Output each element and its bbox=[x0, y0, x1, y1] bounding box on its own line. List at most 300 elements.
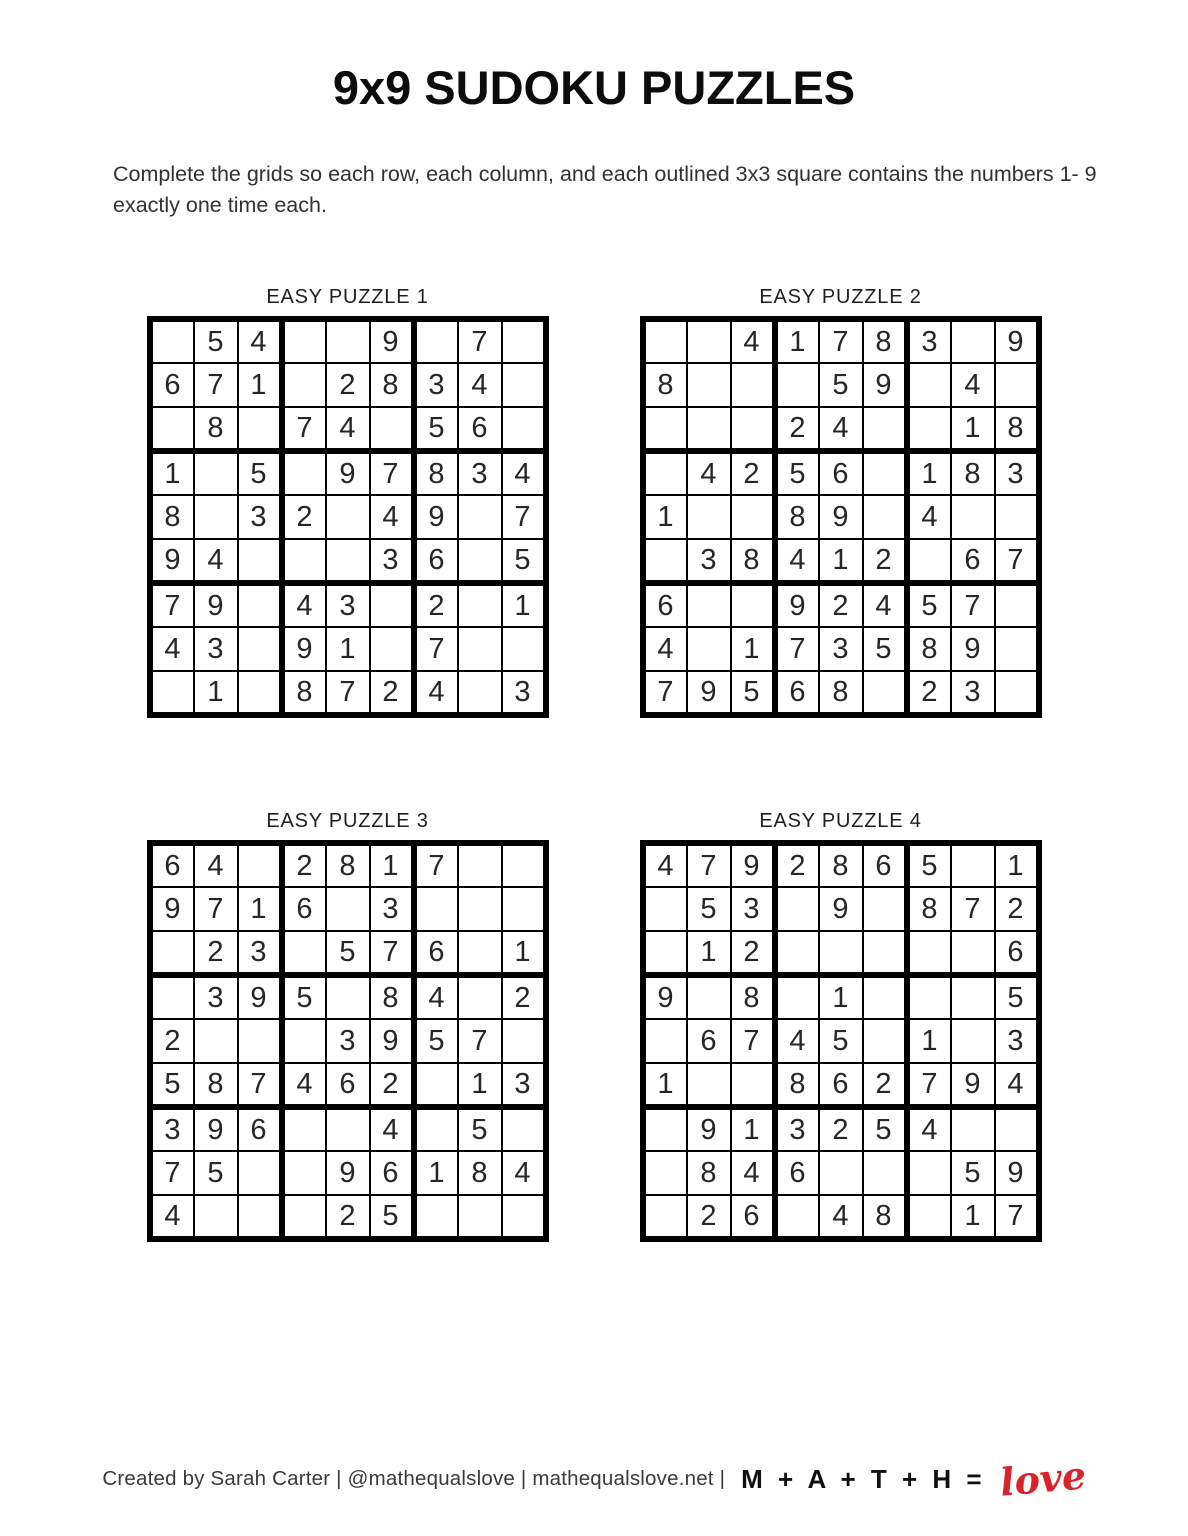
sudoku-grid bbox=[147, 840, 549, 1242]
sudoku-cell-given: 8 bbox=[458, 1151, 502, 1195]
sudoku-cell-given: 7 bbox=[819, 319, 863, 363]
sudoku-cell-given: 5 bbox=[863, 1107, 907, 1151]
sudoku-cell-empty bbox=[282, 319, 326, 363]
sudoku-cell-given: 4 bbox=[150, 627, 194, 671]
sudoku-cell-given: 9 bbox=[995, 319, 1039, 363]
sudoku-cell-given: 9 bbox=[731, 843, 775, 887]
sudoku-cell-empty bbox=[414, 1195, 458, 1239]
sudoku-cell-empty bbox=[282, 451, 326, 495]
puzzle-easy-3 bbox=[125, 810, 570, 1242]
sudoku-cell-empty bbox=[150, 975, 194, 1019]
sudoku-cell-empty bbox=[775, 975, 819, 1019]
sudoku-cell-empty bbox=[502, 407, 546, 451]
sudoku-cell-empty bbox=[194, 1195, 238, 1239]
sudoku-cell-empty bbox=[687, 319, 731, 363]
sudoku-cell-given: 1 bbox=[150, 451, 194, 495]
sudoku-grid bbox=[147, 316, 549, 718]
sudoku-cell-given: 9 bbox=[194, 583, 238, 627]
sudoku-cell-empty bbox=[687, 495, 731, 539]
sudoku-cell-given: 1 bbox=[687, 931, 731, 975]
footer-credit-text: Created by Sarah Carter | @mathequalslove | mathequalslove.net | bbox=[102, 1467, 726, 1490]
sudoku-row bbox=[150, 931, 546, 975]
sudoku-cell-given: 4 bbox=[775, 1019, 819, 1063]
sudoku-cell-given: 9 bbox=[150, 887, 194, 931]
sudoku-cell-given: 2 bbox=[907, 671, 951, 715]
sudoku-cell-empty bbox=[502, 363, 546, 407]
sudoku-cell-given: 4 bbox=[370, 1107, 414, 1151]
sudoku-row bbox=[643, 671, 1039, 715]
sudoku-cell-given: 5 bbox=[951, 1151, 995, 1195]
sudoku-cell-empty bbox=[458, 887, 502, 931]
sudoku-cell-empty bbox=[370, 583, 414, 627]
sudoku-cell-given: 3 bbox=[775, 1107, 819, 1151]
sudoku-cell-empty bbox=[863, 931, 907, 975]
sudoku-cell-empty bbox=[643, 1019, 687, 1063]
sudoku-cell-empty bbox=[819, 1151, 863, 1195]
sudoku-cell-given: 5 bbox=[370, 1195, 414, 1239]
sudoku-cell-empty bbox=[326, 495, 370, 539]
sudoku-cell-given: 6 bbox=[370, 1151, 414, 1195]
sudoku-cell-given: 3 bbox=[907, 319, 951, 363]
sudoku-cell-given: 1 bbox=[458, 1063, 502, 1107]
sudoku-cell-given: 6 bbox=[150, 363, 194, 407]
sudoku-cell-given: 9 bbox=[370, 319, 414, 363]
sudoku-cell-given: 4 bbox=[502, 451, 546, 495]
sudoku-cell-given: 6 bbox=[414, 931, 458, 975]
sudoku-cell-empty bbox=[458, 931, 502, 975]
sudoku-cell-empty bbox=[643, 1107, 687, 1151]
sudoku-cell-given: 3 bbox=[326, 583, 370, 627]
sudoku-cell-empty bbox=[687, 627, 731, 671]
sudoku-cell-given: 4 bbox=[238, 319, 282, 363]
sudoku-cell-empty bbox=[907, 975, 951, 1019]
sudoku-cell-given: 2 bbox=[775, 843, 819, 887]
puzzle-4-grid-slot bbox=[618, 840, 1063, 1242]
sudoku-cell-given: 5 bbox=[326, 931, 370, 975]
sudoku-cell-given: 6 bbox=[687, 1019, 731, 1063]
puzzle-2-title: EASY PUZZLE 2 bbox=[759, 286, 922, 309]
sudoku-cell-empty bbox=[282, 931, 326, 975]
sudoku-cell-given: 3 bbox=[819, 627, 863, 671]
sudoku-cell-given: 6 bbox=[643, 583, 687, 627]
sudoku-cell-empty bbox=[414, 1063, 458, 1107]
sudoku-cell-given: 1 bbox=[643, 495, 687, 539]
sudoku-cell-given: 7 bbox=[731, 1019, 775, 1063]
sudoku-cell-empty bbox=[458, 539, 502, 583]
footer bbox=[0, 1452, 1188, 1505]
sudoku-cell-given: 9 bbox=[643, 975, 687, 1019]
sudoku-cell-given: 6 bbox=[775, 671, 819, 715]
sudoku-row bbox=[150, 495, 546, 539]
sudoku-row bbox=[643, 843, 1039, 887]
sudoku-cell-empty bbox=[238, 627, 282, 671]
sudoku-cell-empty bbox=[687, 583, 731, 627]
sudoku-row bbox=[643, 363, 1039, 407]
sudoku-cell-given: 4 bbox=[907, 1107, 951, 1151]
sudoku-row bbox=[150, 1195, 546, 1239]
sudoku-row bbox=[150, 583, 546, 627]
sudoku-row bbox=[150, 975, 546, 1019]
sudoku-cell-given: 5 bbox=[414, 1019, 458, 1063]
sudoku-cell-given: 8 bbox=[643, 363, 687, 407]
sudoku-cell-given: 8 bbox=[863, 319, 907, 363]
sudoku-cell-empty bbox=[995, 495, 1039, 539]
sudoku-cell-empty bbox=[907, 1195, 951, 1239]
sudoku-row bbox=[150, 1019, 546, 1063]
sudoku-row bbox=[150, 1151, 546, 1195]
sudoku-cell-empty bbox=[643, 319, 687, 363]
sudoku-cell-given: 7 bbox=[326, 671, 370, 715]
sudoku-cell-given: 2 bbox=[731, 931, 775, 975]
sudoku-cell-empty bbox=[150, 671, 194, 715]
sudoku-cell-given: 5 bbox=[282, 975, 326, 1019]
sudoku-row bbox=[150, 319, 546, 363]
sudoku-cell-empty bbox=[951, 319, 995, 363]
sudoku-cell-given: 3 bbox=[951, 671, 995, 715]
sudoku-cell-given: 3 bbox=[326, 1019, 370, 1063]
sudoku-grid bbox=[640, 316, 1042, 718]
sudoku-cell-given: 7 bbox=[414, 843, 458, 887]
sudoku-cell-given: 9 bbox=[194, 1107, 238, 1151]
sudoku-cell-empty bbox=[731, 407, 775, 451]
sudoku-cell-empty bbox=[951, 843, 995, 887]
sudoku-cell-empty bbox=[995, 671, 1039, 715]
sudoku-cell-given: 9 bbox=[863, 363, 907, 407]
sudoku-cell-given: 2 bbox=[687, 1195, 731, 1239]
sudoku-cell-given: 6 bbox=[819, 1063, 863, 1107]
sudoku-cell-given: 1 bbox=[643, 1063, 687, 1107]
sudoku-cell-empty bbox=[907, 363, 951, 407]
sudoku-cell-empty bbox=[502, 887, 546, 931]
sudoku-cell-empty bbox=[643, 451, 687, 495]
sudoku-cell-given: 4 bbox=[458, 363, 502, 407]
sudoku-cell-given: 5 bbox=[731, 671, 775, 715]
sudoku-cell-empty bbox=[775, 363, 819, 407]
sudoku-cell-empty bbox=[414, 887, 458, 931]
sudoku-cell-empty bbox=[326, 539, 370, 583]
sudoku-cell-empty bbox=[458, 843, 502, 887]
puzzle-easy-4 bbox=[618, 810, 1063, 1242]
sudoku-cell-given: 1 bbox=[907, 1019, 951, 1063]
sudoku-cell-empty bbox=[775, 931, 819, 975]
sudoku-cell-empty bbox=[238, 1151, 282, 1195]
sudoku-cell-given: 3 bbox=[995, 1019, 1039, 1063]
sudoku-cell-given: 5 bbox=[502, 539, 546, 583]
sudoku-cell-empty bbox=[819, 931, 863, 975]
sudoku-cell-given: 1 bbox=[907, 451, 951, 495]
sudoku-cell-empty bbox=[995, 583, 1039, 627]
sudoku-row bbox=[150, 843, 546, 887]
sudoku-cell-given: 6 bbox=[731, 1195, 775, 1239]
puzzle-1-grid-slot bbox=[125, 316, 570, 718]
sudoku-cell-given: 3 bbox=[370, 539, 414, 583]
sudoku-cell-empty bbox=[951, 1107, 995, 1151]
sudoku-cell-empty bbox=[150, 319, 194, 363]
sudoku-cell-given: 6 bbox=[775, 1151, 819, 1195]
sudoku-cell-empty bbox=[238, 407, 282, 451]
sudoku-cell-given: 6 bbox=[995, 931, 1039, 975]
sudoku-cell-empty bbox=[194, 451, 238, 495]
sudoku-cell-given: 2 bbox=[282, 843, 326, 887]
sudoku-cell-given: 1 bbox=[194, 671, 238, 715]
sudoku-row bbox=[150, 1063, 546, 1107]
sudoku-cell-given: 4 bbox=[502, 1151, 546, 1195]
sudoku-cell-given: 9 bbox=[326, 1151, 370, 1195]
instructions-text: Complete the grids so each row, each column, and each outlined 3x3 square contains the numbers 1- 9 exactly one time each. bbox=[113, 162, 1097, 217]
puzzle-easy-1 bbox=[125, 286, 570, 718]
sudoku-cell-given: 3 bbox=[414, 363, 458, 407]
sudoku-cell-empty bbox=[731, 583, 775, 627]
sudoku-cell-given: 6 bbox=[282, 887, 326, 931]
sudoku-cell-given: 1 bbox=[775, 319, 819, 363]
sudoku-cell-given: 3 bbox=[458, 451, 502, 495]
sudoku-cell-given: 8 bbox=[819, 843, 863, 887]
sudoku-grid bbox=[640, 840, 1042, 1242]
sudoku-cell-given: 2 bbox=[502, 975, 546, 1019]
sudoku-cell-empty bbox=[643, 539, 687, 583]
sudoku-cell-given: 8 bbox=[731, 975, 775, 1019]
sudoku-cell-given: 9 bbox=[951, 627, 995, 671]
sudoku-cell-empty bbox=[458, 975, 502, 1019]
sudoku-cell-given: 2 bbox=[370, 671, 414, 715]
sudoku-cell-given: 4 bbox=[282, 1063, 326, 1107]
sudoku-cell-given: 3 bbox=[995, 451, 1039, 495]
sudoku-cell-given: 1 bbox=[819, 539, 863, 583]
sudoku-cell-empty bbox=[194, 495, 238, 539]
sudoku-cell-given: 7 bbox=[687, 843, 731, 887]
sudoku-cell-given: 2 bbox=[863, 539, 907, 583]
sudoku-cell-given: 1 bbox=[238, 887, 282, 931]
sudoku-cell-empty bbox=[951, 1019, 995, 1063]
page-title: 9x9 SUDOKU PUZZLES bbox=[332, 61, 856, 114]
sudoku-cell-given: 5 bbox=[995, 975, 1039, 1019]
sudoku-cell-given: 7 bbox=[150, 583, 194, 627]
sudoku-cell-empty bbox=[282, 1107, 326, 1151]
sudoku-cell-empty bbox=[458, 583, 502, 627]
sudoku-cell-empty bbox=[951, 495, 995, 539]
sudoku-cell-given: 7 bbox=[995, 1195, 1039, 1239]
sudoku-cell-given: 2 bbox=[194, 931, 238, 975]
sudoku-cell-given: 6 bbox=[238, 1107, 282, 1151]
sudoku-cell-given: 7 bbox=[502, 495, 546, 539]
sudoku-cell-given: 4 bbox=[687, 451, 731, 495]
puzzles-container bbox=[125, 286, 1063, 1242]
sudoku-cell-empty bbox=[502, 1019, 546, 1063]
sudoku-cell-given: 2 bbox=[282, 495, 326, 539]
sudoku-cell-given: 4 bbox=[863, 583, 907, 627]
sudoku-cell-empty bbox=[414, 1107, 458, 1151]
sudoku-cell-given: 3 bbox=[238, 931, 282, 975]
sudoku-cell-empty bbox=[238, 1195, 282, 1239]
sudoku-cell-given: 5 bbox=[907, 583, 951, 627]
sudoku-cell-empty bbox=[643, 407, 687, 451]
sudoku-cell-empty bbox=[326, 975, 370, 1019]
sudoku-cell-given: 6 bbox=[150, 843, 194, 887]
sudoku-cell-empty bbox=[951, 931, 995, 975]
sudoku-cell-given: 5 bbox=[819, 363, 863, 407]
sudoku-cell-given: 9 bbox=[819, 887, 863, 931]
sudoku-cell-empty bbox=[951, 975, 995, 1019]
sudoku-cell-empty bbox=[643, 1151, 687, 1195]
sudoku-cell-given: 3 bbox=[687, 539, 731, 583]
sudoku-cell-given: 9 bbox=[370, 1019, 414, 1063]
sudoku-cell-empty bbox=[502, 843, 546, 887]
sudoku-cell-given: 4 bbox=[370, 495, 414, 539]
sudoku-cell-given: 9 bbox=[414, 495, 458, 539]
sudoku-cell-given: 2 bbox=[995, 887, 1039, 931]
sudoku-cell-given: 8 bbox=[775, 1063, 819, 1107]
sudoku-cell-given: 1 bbox=[326, 627, 370, 671]
sudoku-cell-empty bbox=[458, 671, 502, 715]
sudoku-row bbox=[643, 1195, 1039, 1239]
sudoku-cell-empty bbox=[238, 843, 282, 887]
sudoku-cell-empty bbox=[907, 407, 951, 451]
sudoku-cell-given: 6 bbox=[863, 843, 907, 887]
sudoku-cell-given: 9 bbox=[687, 1107, 731, 1151]
sudoku-row bbox=[150, 363, 546, 407]
sudoku-cell-given: 3 bbox=[370, 887, 414, 931]
sudoku-cell-given: 6 bbox=[819, 451, 863, 495]
sudoku-cell-given: 8 bbox=[731, 539, 775, 583]
sudoku-cell-given: 9 bbox=[326, 451, 370, 495]
sudoku-cell-given: 1 bbox=[951, 1195, 995, 1239]
sudoku-cell-given: 8 bbox=[414, 451, 458, 495]
sudoku-cell-empty bbox=[238, 539, 282, 583]
sudoku-cell-given: 6 bbox=[458, 407, 502, 451]
sudoku-cell-empty bbox=[238, 583, 282, 627]
sudoku-cell-empty bbox=[863, 975, 907, 1019]
sudoku-cell-empty bbox=[414, 319, 458, 363]
sudoku-cell-empty bbox=[370, 627, 414, 671]
sudoku-row bbox=[643, 451, 1039, 495]
sudoku-cell-given: 4 bbox=[194, 843, 238, 887]
sudoku-cell-given: 8 bbox=[995, 407, 1039, 451]
sudoku-cell-given: 1 bbox=[951, 407, 995, 451]
sudoku-cell-empty bbox=[643, 1195, 687, 1239]
sudoku-cell-given: 7 bbox=[194, 363, 238, 407]
sudoku-cell-given: 4 bbox=[643, 627, 687, 671]
sudoku-cell-given: 4 bbox=[150, 1195, 194, 1239]
sudoku-row bbox=[643, 319, 1039, 363]
sudoku-cell-empty bbox=[326, 887, 370, 931]
sudoku-cell-given: 4 bbox=[775, 539, 819, 583]
sudoku-cell-given: 7 bbox=[282, 407, 326, 451]
sudoku-cell-empty bbox=[282, 1195, 326, 1239]
sudoku-cell-given: 8 bbox=[370, 363, 414, 407]
sudoku-cell-given: 2 bbox=[370, 1063, 414, 1107]
sudoku-cell-given: 1 bbox=[502, 583, 546, 627]
sudoku-cell-given: 5 bbox=[194, 319, 238, 363]
sudoku-row bbox=[150, 671, 546, 715]
sudoku-cell-given: 1 bbox=[995, 843, 1039, 887]
sudoku-cell-given: 7 bbox=[907, 1063, 951, 1107]
sudoku-cell-given: 5 bbox=[687, 887, 731, 931]
sudoku-cell-empty bbox=[282, 363, 326, 407]
sudoku-cell-empty bbox=[731, 495, 775, 539]
sudoku-cell-given: 4 bbox=[819, 407, 863, 451]
sudoku-cell-given: 3 bbox=[194, 975, 238, 1019]
sudoku-row bbox=[643, 583, 1039, 627]
sudoku-cell-given: 2 bbox=[819, 583, 863, 627]
sudoku-cell-given: 4 bbox=[907, 495, 951, 539]
sudoku-cell-given: 9 bbox=[819, 495, 863, 539]
sudoku-cell-given: 2 bbox=[326, 1195, 370, 1239]
sudoku-cell-empty bbox=[282, 1019, 326, 1063]
sudoku-cell-empty bbox=[194, 1019, 238, 1063]
sudoku-cell-given: 8 bbox=[863, 1195, 907, 1239]
sudoku-cell-given: 8 bbox=[370, 975, 414, 1019]
sudoku-row bbox=[150, 451, 546, 495]
sudoku-cell-empty bbox=[502, 627, 546, 671]
sudoku-cell-given: 5 bbox=[414, 407, 458, 451]
sudoku-cell-given: 8 bbox=[282, 671, 326, 715]
sudoku-cell-given: 7 bbox=[370, 451, 414, 495]
sudoku-cell-empty bbox=[907, 931, 951, 975]
sudoku-cell-given: 7 bbox=[995, 539, 1039, 583]
sudoku-cell-given: 4 bbox=[194, 539, 238, 583]
sudoku-cell-given: 4 bbox=[951, 363, 995, 407]
sudoku-cell-empty bbox=[326, 319, 370, 363]
sudoku-cell-given: 4 bbox=[282, 583, 326, 627]
sudoku-cell-empty bbox=[502, 319, 546, 363]
sudoku-cell-given: 7 bbox=[643, 671, 687, 715]
sudoku-cell-given: 6 bbox=[326, 1063, 370, 1107]
sudoku-cell-given: 9 bbox=[775, 583, 819, 627]
sudoku-cell-empty bbox=[863, 671, 907, 715]
sudoku-cell-empty bbox=[282, 539, 326, 583]
sudoku-cell-given: 4 bbox=[414, 671, 458, 715]
sudoku-cell-empty bbox=[687, 407, 731, 451]
sudoku-cell-given: 9 bbox=[687, 671, 731, 715]
brand-love-logo: love bbox=[997, 1452, 1088, 1505]
sudoku-row bbox=[643, 975, 1039, 1019]
sudoku-cell-given: 6 bbox=[951, 539, 995, 583]
sudoku-cell-given: 9 bbox=[238, 975, 282, 1019]
sudoku-cell-empty bbox=[863, 1019, 907, 1063]
sudoku-cell-empty bbox=[863, 495, 907, 539]
sudoku-cell-empty bbox=[643, 931, 687, 975]
sudoku-cell-given: 1 bbox=[502, 931, 546, 975]
sudoku-row bbox=[643, 1107, 1039, 1151]
sudoku-cell-given: 8 bbox=[775, 495, 819, 539]
puzzle-4-title: EASY PUZZLE 4 bbox=[759, 810, 922, 833]
sudoku-row bbox=[643, 1151, 1039, 1195]
sudoku-cell-empty bbox=[643, 887, 687, 931]
sudoku-cell-given: 2 bbox=[731, 451, 775, 495]
sudoku-cell-given: 5 bbox=[150, 1063, 194, 1107]
sudoku-cell-given: 4 bbox=[731, 1151, 775, 1195]
sudoku-cell-given: 7 bbox=[951, 887, 995, 931]
sudoku-cell-empty bbox=[238, 671, 282, 715]
sudoku-cell-given: 4 bbox=[326, 407, 370, 451]
sudoku-cell-given: 2 bbox=[414, 583, 458, 627]
sudoku-cell-empty bbox=[687, 1063, 731, 1107]
sudoku-cell-empty bbox=[458, 1195, 502, 1239]
sudoku-cell-given: 8 bbox=[951, 451, 995, 495]
sudoku-cell-given: 5 bbox=[863, 627, 907, 671]
sudoku-row bbox=[643, 495, 1039, 539]
puzzle-1-title: EASY PUZZLE 1 bbox=[266, 286, 429, 309]
sudoku-row bbox=[643, 931, 1039, 975]
sudoku-cell-given: 7 bbox=[238, 1063, 282, 1107]
sudoku-row bbox=[150, 539, 546, 583]
sudoku-cell-given: 8 bbox=[907, 887, 951, 931]
sudoku-cell-given: 7 bbox=[458, 1019, 502, 1063]
sudoku-cell-empty bbox=[731, 363, 775, 407]
sudoku-row bbox=[643, 407, 1039, 451]
sudoku-cell-given: 7 bbox=[951, 583, 995, 627]
sudoku-cell-empty bbox=[863, 887, 907, 931]
